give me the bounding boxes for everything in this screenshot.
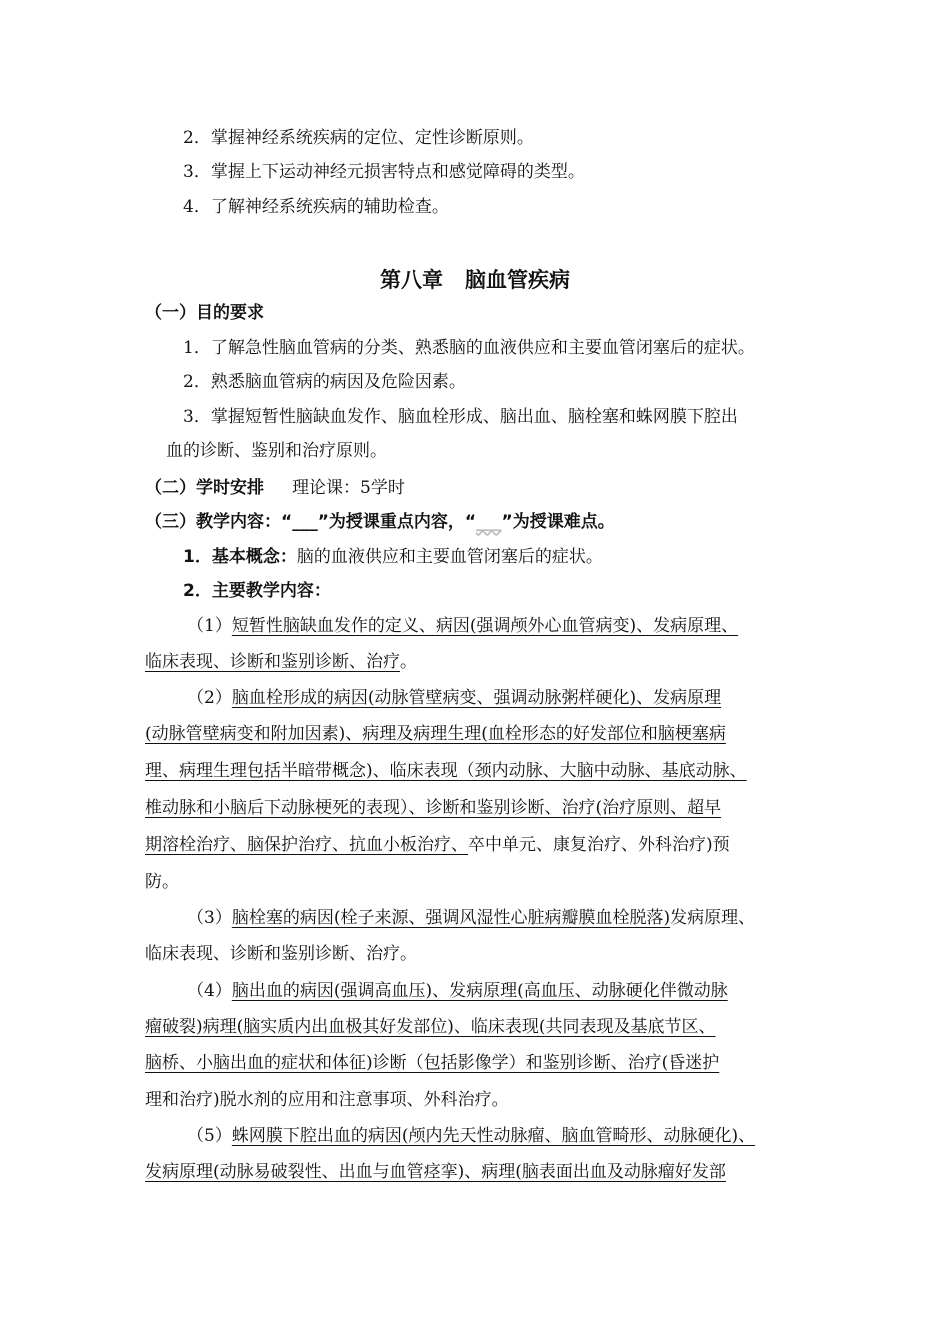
teaching-content-heading bbox=[145, 511, 615, 533]
objective-item: 3．掌握上下运动神经元损害特点和感觉障碍的类型。 bbox=[183, 162, 585, 182]
paragraph-line bbox=[187, 980, 728, 1002]
paragraph-number: （4） bbox=[187, 981, 232, 1001]
paragraph-line bbox=[187, 1125, 755, 1147]
section-heading: （一）目的要求 bbox=[145, 303, 264, 323]
heading-prefix: （三）教学内容：“ bbox=[145, 512, 293, 532]
heading-mid: ”为授课重点内容，“ bbox=[317, 512, 477, 532]
objective-item-continued: 血的诊断、鉴别和治疗原则。 bbox=[166, 441, 387, 461]
chapter-name: 脑血管疾病 bbox=[465, 268, 570, 292]
paragraph-number: （1） bbox=[187, 616, 232, 636]
objective-item: 4．了解神经系统疾病的辅助检查。 bbox=[183, 197, 449, 217]
hours-value: 理论课：5学时 bbox=[292, 478, 405, 498]
paragraph-number: （2） bbox=[187, 688, 232, 708]
key-text: 脑血栓形成的病因(动脉管壁病变、强调动脉粥样硬化)、发病原理 bbox=[231, 688, 722, 708]
hours-row bbox=[145, 477, 405, 499]
plain-text: 发病原理、 bbox=[670, 908, 756, 928]
paragraph-line: 椎动脉和小脑后下动脉梗死的表现）、诊断和鉴别诊断、治疗(治疗原则、超早 bbox=[145, 798, 722, 818]
paragraph-line: 脑桥、小脑出血的症状和体征)诊断（包括影像学）和鉴别诊断、治疗(昏迷护 bbox=[145, 1053, 720, 1073]
key-text: 期溶栓治疗、脑保护治疗、抗血小板治疗、 bbox=[145, 835, 468, 855]
punct: 。 bbox=[400, 652, 417, 672]
key-text: 脑出血的病因(强调高血压)、发病原理(高血压、动脉硬化伴微动脉 bbox=[231, 981, 728, 1001]
paragraph-line: 理和治疗)脱水剂的应用和注意事项、外科治疗。 bbox=[145, 1090, 509, 1110]
basic-text: 脑的血液供应和主要血管闭塞后的症状。 bbox=[296, 547, 603, 567]
paragraph-line bbox=[187, 615, 738, 637]
paragraph-line: 防。 bbox=[145, 872, 179, 892]
paragraph-line: 理、病理生理包括半暗带概念)、临床表现（颈内动脉、大脑中动脉、基底动脉、 bbox=[145, 761, 747, 781]
objective-item: 2．掌握神经系统疾病的定位、定性诊断原则。 bbox=[183, 128, 534, 148]
basic-concepts bbox=[183, 546, 603, 568]
difficulty-marker: ___ bbox=[476, 512, 502, 532]
key-text: 临床表现、诊断和鉴别诊断、治疗 bbox=[145, 652, 400, 672]
paragraph-line bbox=[145, 834, 730, 856]
key-text: 蛛网膜下腔出血的病因(颅内先天性动脉瘤、脑血管畸形、动脉硬化)、 bbox=[231, 1126, 756, 1146]
paragraph-number: （3） bbox=[187, 908, 232, 928]
basic-label: 1．基本概念： bbox=[183, 547, 297, 567]
chapter-number: 第八章 bbox=[380, 268, 443, 292]
chapter-title bbox=[0, 264, 950, 294]
paragraph-line: 临床表现、诊断和鉴别诊断、治疗。 bbox=[145, 944, 417, 964]
key-text: 脑栓塞的病因(栓子来源、强调风湿性心脏病瓣膜血栓脱落) bbox=[231, 908, 671, 928]
paragraph-line: 瘤破裂)病理(脑实质内出血极其好发部位)、临床表现(共同表现及基底节区、 bbox=[145, 1017, 716, 1037]
paragraph-line bbox=[187, 687, 721, 709]
plain-text: 卒中单元、康复治疗、外科治疗)预 bbox=[468, 835, 730, 855]
objective-item: 1．了解急性脑血管病的分类、熟悉脑的血液供应和主要血管闭塞后的症状。 bbox=[183, 338, 755, 358]
paragraph-line: 发病原理(动脉易破裂性、出血与血管痉挛)、病理(脑表面出血及动脉瘤好发部 bbox=[145, 1162, 726, 1182]
objective-item: 3．掌握短暂性脑缺血发作、脑血栓形成、脑出血、脑栓塞和蛛网膜下腔出 bbox=[183, 407, 738, 427]
main-content-label: 2．主要教学内容： bbox=[183, 581, 331, 601]
paragraph-line: (动脉管壁病变和附加因素)、病理及病理生理(血栓形态的好发部位和脑梗塞病 bbox=[145, 724, 726, 744]
objective-item: 2．熟悉脑血管病的病因及危险因素。 bbox=[183, 372, 466, 392]
paragraph-line bbox=[187, 907, 755, 929]
section-heading: （二）学时安排 bbox=[145, 478, 264, 498]
paragraph-number: （5） bbox=[187, 1126, 232, 1146]
key-text: 短暂性脑缺血发作的定义、病因(强调颅外心血管病变)、发病原理、 bbox=[231, 616, 739, 636]
key-point-marker: ___ bbox=[292, 512, 318, 532]
heading-suffix: ”为授课难点。 bbox=[501, 512, 615, 532]
paragraph-line bbox=[145, 651, 417, 673]
